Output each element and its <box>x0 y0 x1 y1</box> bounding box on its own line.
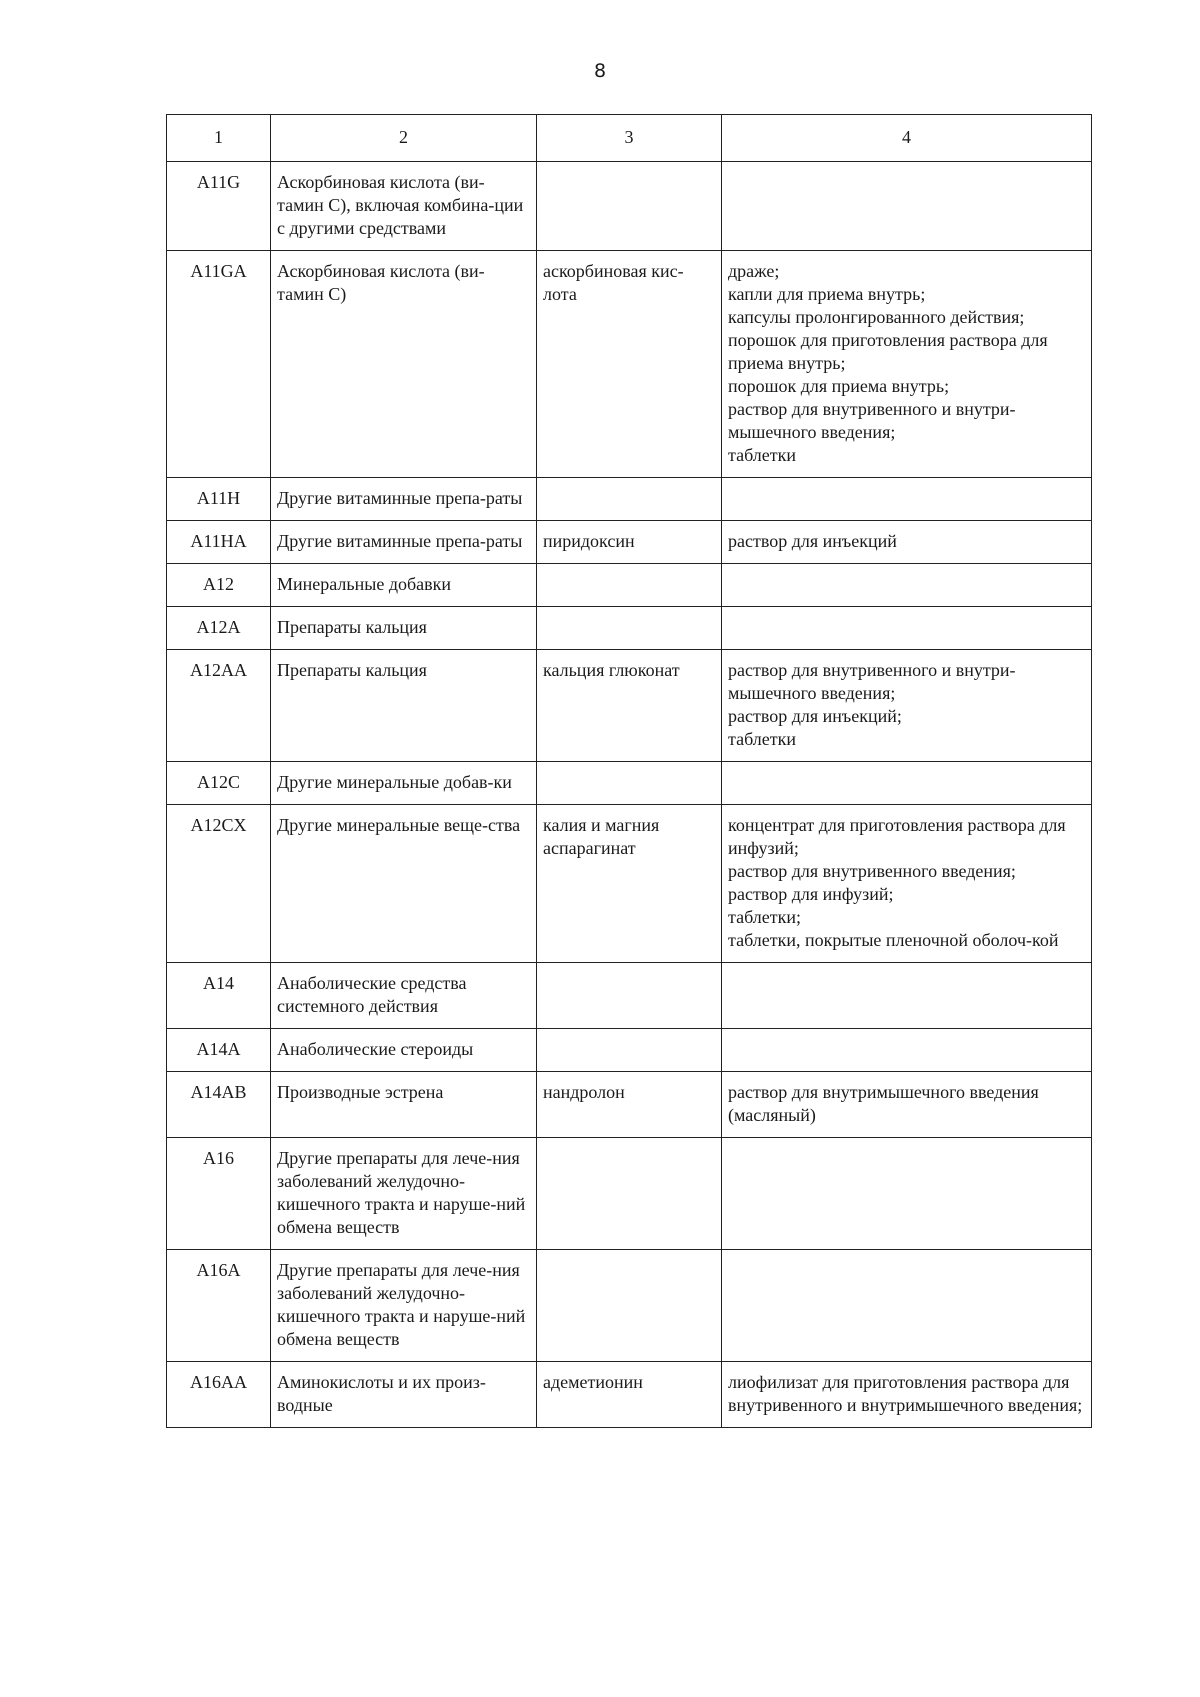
anatomical-group-cell: Аскорбиновая кислота (ви-тамин С), включая комбина-ции с другими средствами <box>271 162 537 251</box>
atc-code-cell: A11HA <box>167 521 271 564</box>
table-row <box>167 963 1092 1029</box>
dosage-form-item: капсулы пролонгированного действия; <box>728 307 1025 327</box>
dosage-form-item: капли для приема внутрь; <box>728 284 926 304</box>
table-row <box>167 251 1092 478</box>
dosage-form-item: концентрат для приготовления раствора для инфузий; <box>728 815 1066 858</box>
atc-code-cell: A16AA <box>167 1362 271 1428</box>
dosage-form-item: порошок для приема внутрь; <box>728 376 950 396</box>
dosage-form-item: раствор для инъекций; <box>728 706 902 726</box>
table-row <box>167 1362 1092 1428</box>
substance-cell: калия и магния аспарагинат <box>537 805 722 963</box>
table-row <box>167 1072 1092 1138</box>
atc-code-cell: A12AA <box>167 650 271 762</box>
substance-cell: кальция глюконат <box>537 650 722 762</box>
dosage-forms-cell <box>722 762 1092 805</box>
atc-code-cell: A11H <box>167 478 271 521</box>
dosage-forms-cell <box>722 162 1092 251</box>
anatomical-group-cell: Препараты кальция <box>271 650 537 762</box>
substance-cell <box>537 963 722 1029</box>
dosage-form-item: таблетки <box>728 445 797 465</box>
anatomical-group-cell: Другие минеральные веще-ства <box>271 805 537 963</box>
atc-code-cell: A11G <box>167 162 271 251</box>
dosage-form-item: раствор для внутривенного и внутри-мышечного введения; <box>728 660 1016 703</box>
substance-cell <box>537 1138 722 1250</box>
dosage-forms-cell <box>722 564 1092 607</box>
anatomical-group-cell: Производные эстрена <box>271 1072 537 1138</box>
table-row <box>167 521 1092 564</box>
dosage-form-item: таблетки; <box>728 907 802 927</box>
dosage-forms-cell <box>722 1362 1092 1428</box>
atc-code-cell: A14 <box>167 963 271 1029</box>
dosage-form-item: раствор для внутривенного введения; <box>728 861 1016 881</box>
atc-code-cell: A16 <box>167 1138 271 1250</box>
substance-cell <box>537 1250 722 1362</box>
anatomical-group-cell: Другие препараты для лече-ния заболеваний желудочно-кишечного тракта и наруше-ний обмена веществ <box>271 1138 537 1250</box>
substance-cell: пиридоксин <box>537 521 722 564</box>
anatomical-group-cell: Другие минеральные добав-ки <box>271 762 537 805</box>
anatomical-group-cell: Другие препараты для лече-ния заболеваний желудочно-кишечного тракта и наруше-ний обмена веществ <box>271 1250 537 1362</box>
dosage-forms-cell <box>722 1138 1092 1250</box>
dosage-forms-cell <box>722 521 1092 564</box>
column-header-3: 3 <box>537 115 722 162</box>
atc-code-cell: A14A <box>167 1029 271 1072</box>
anatomical-group-cell: Аскорбиновая кислота (ви-тамин С) <box>271 251 537 478</box>
table-row <box>167 1250 1092 1362</box>
medication-table <box>166 114 1092 1428</box>
column-header-2: 2 <box>271 115 537 162</box>
dosage-forms-cell <box>722 251 1092 478</box>
table-row <box>167 762 1092 805</box>
substance-cell: нандролон <box>537 1072 722 1138</box>
dosage-form-item: раствор для внутривенного и внутри-мышечного введения; <box>728 399 1016 442</box>
anatomical-group-cell: Другие витаминные препа-раты <box>271 478 537 521</box>
atc-code-cell: A11GA <box>167 251 271 478</box>
dosage-form-item: таблетки <box>728 729 797 749</box>
dosage-forms-cell <box>722 963 1092 1029</box>
substance-cell <box>537 564 722 607</box>
table-row <box>167 607 1092 650</box>
substance-cell: аскорбиновая кис-лота <box>537 251 722 478</box>
header-row <box>167 115 1092 162</box>
table-row <box>167 478 1092 521</box>
table-row <box>167 1029 1092 1072</box>
substance-cell <box>537 1029 722 1072</box>
dosage-form-item: раствор для инъекций <box>728 531 897 551</box>
atc-code-cell: A14AB <box>167 1072 271 1138</box>
atc-code-cell: A12C <box>167 762 271 805</box>
substance-cell <box>537 162 722 251</box>
table-row <box>167 805 1092 963</box>
dosage-forms-cell <box>722 607 1092 650</box>
anatomical-group-cell: Другие витаминные препа-раты <box>271 521 537 564</box>
table-row <box>167 564 1092 607</box>
dosage-form-item: лиофилизат для приготовления раствора для внутривенного и внутримышечного введения; <box>728 1372 1083 1415</box>
dosage-forms-cell <box>722 1072 1092 1138</box>
dosage-form-item: драже; <box>728 261 780 281</box>
table-row <box>167 162 1092 251</box>
page-number: 8 <box>593 60 607 82</box>
dosage-form-item: раствор для внутримышечного введения (масляный) <box>728 1082 1039 1125</box>
substance-cell <box>537 478 722 521</box>
substance-cell <box>537 607 722 650</box>
dosage-forms-cell <box>722 1029 1092 1072</box>
dosage-forms-cell <box>722 1250 1092 1362</box>
dosage-forms-cell <box>722 805 1092 963</box>
substance-cell: адеметионин <box>537 1362 722 1428</box>
dosage-form-item: раствор для инфузий; <box>728 884 894 904</box>
table-row <box>167 1138 1092 1250</box>
atc-code-cell: A12A <box>167 607 271 650</box>
atc-code-cell: A16A <box>167 1250 271 1362</box>
anatomical-group-cell: Анаболические стероиды <box>271 1029 537 1072</box>
table-body <box>167 162 1092 1428</box>
anatomical-group-cell: Препараты кальция <box>271 607 537 650</box>
dosage-forms-cell <box>722 650 1092 762</box>
atc-code-cell: A12 <box>167 564 271 607</box>
substance-cell <box>537 762 722 805</box>
anatomical-group-cell: Анаболические средства системного действия <box>271 963 537 1029</box>
dosage-forms-cell <box>722 478 1092 521</box>
column-header-1: 1 <box>167 115 271 162</box>
table-row <box>167 650 1092 762</box>
anatomical-group-cell: Аминокислоты и их произ-водные <box>271 1362 537 1428</box>
dosage-form-item: таблетки, покрытые пленочной оболоч-кой <box>728 930 1059 950</box>
atc-code-cell: A12CX <box>167 805 271 963</box>
anatomical-group-cell: Минеральные добавки <box>271 564 537 607</box>
column-header-4: 4 <box>722 115 1092 162</box>
dosage-form-item: порошок для приготовления раствора для приема внутрь; <box>728 330 1048 373</box>
